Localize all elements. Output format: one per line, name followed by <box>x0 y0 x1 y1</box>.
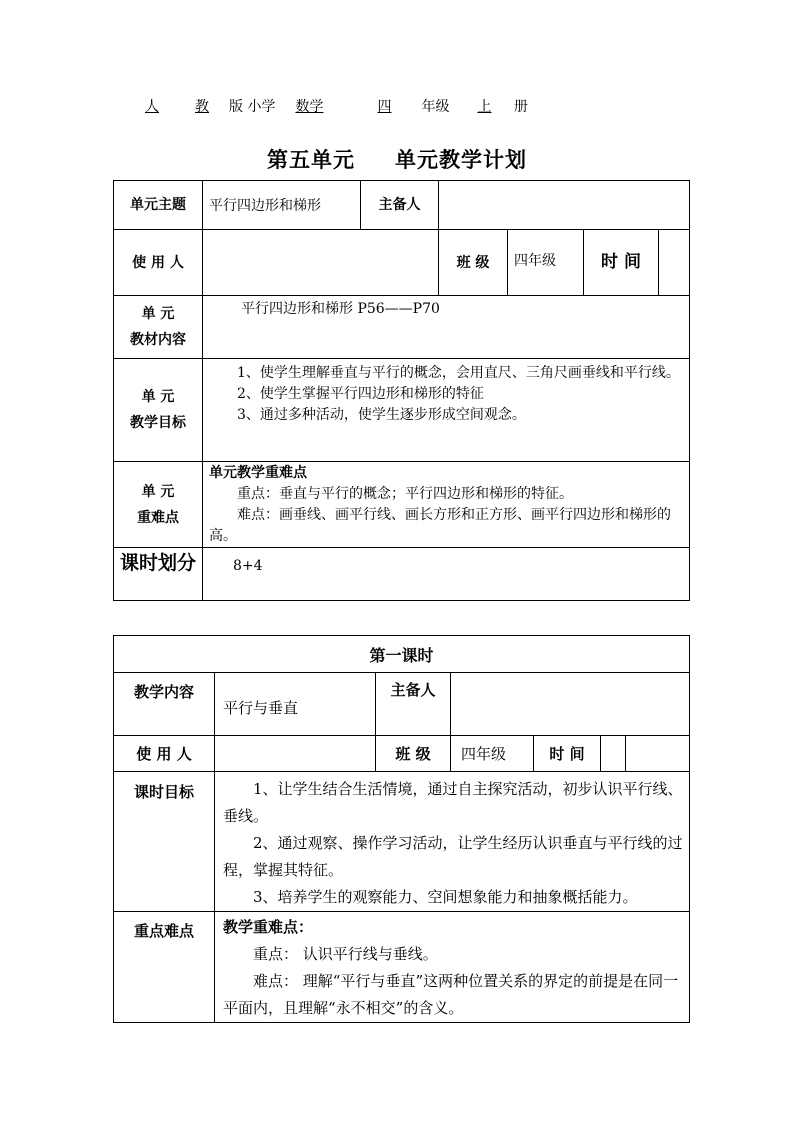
theme-label: 单元主题 <box>114 181 203 230</box>
content-label-1: 单 元 <box>141 306 175 322</box>
class-value: 四年级 <box>508 230 584 296</box>
lesson-goal-item: 2、通过观察、操作学习活动，让学生经历认识垂直与平行线的过程，掌握其特征。 <box>223 834 683 879</box>
lesson-keypoints-heading: 教学重难点： <box>223 918 314 936</box>
unit-plan-table <box>113 180 690 601</box>
header-school: 小学 <box>247 99 276 115</box>
hours-label: 课时划分 <box>114 548 203 601</box>
title-unit: 第五单元 <box>267 148 355 172</box>
lesson-user-label: 使 用 人 <box>114 736 215 772</box>
keypoints-label <box>114 462 203 548</box>
goal-item: 2、使学生掌握平行四边形和梯形的特征 <box>237 386 484 402</box>
lesson-keypoint-text: 重点： 认识平行线与垂线。 <box>253 945 438 963</box>
content-label-2: 教材内容 <box>130 332 186 348</box>
lesson-time-label: 时 间 <box>534 736 601 772</box>
preparer-value <box>439 181 690 230</box>
lesson-preparer-label: 主备人 <box>376 673 451 736</box>
goal-item: 1、使学生理解垂直与平行的概念，会用直尺、三角尺画垂线和平行线。 <box>237 365 680 381</box>
time-label: 时 间 <box>584 230 659 295</box>
page-title <box>0 144 794 174</box>
header-volume: 上 <box>477 99 492 115</box>
goals-label-2: 教学目标 <box>130 415 186 431</box>
lesson-goals-label: 课时目标 <box>114 772 215 912</box>
lesson-user-value <box>215 736 376 772</box>
lesson-difficulty-text: 难点： 理解“平行与垂直”这两种位置关系的界定的前提是在同一平面内，且理解“永不相交”的含义。 <box>223 972 679 1017</box>
header-publisher: 人 <box>145 99 159 115</box>
lesson-preparer-value <box>451 673 690 736</box>
lesson-content-label: 教学内容 <box>114 673 215 736</box>
lesson-content-value: 平行与垂直 <box>215 673 376 736</box>
hours-value <box>203 548 690 601</box>
hours-value-text: 8+4 <box>233 558 263 574</box>
goals-value <box>203 359 690 462</box>
content-value <box>203 296 690 359</box>
document-header <box>145 96 528 116</box>
user-value <box>203 230 439 296</box>
header-subject: 数学 <box>295 99 324 115</box>
header-grade: 四 <box>377 99 392 115</box>
user-label: 使 用 人 <box>114 230 203 296</box>
keypoints-label-2: 重难点 <box>137 509 179 526</box>
lesson-goal-item: 3、培养学生的观察能力、空间想象能力和抽象概括能力。 <box>253 888 638 906</box>
lesson-keypoints-label: 重点难点 <box>114 912 215 1023</box>
header-jiao: 教 <box>195 99 209 115</box>
keypoint-text: 重点：垂直与平行的概念；平行四边形和梯形的特征。 <box>237 486 573 502</box>
lesson1-title: 第一课时 <box>114 636 690 673</box>
preparer-label: 主备人 <box>361 181 439 230</box>
content-label <box>114 296 203 359</box>
keypoints-label-1: 单 元 <box>141 483 175 500</box>
content-value-text: 平行四边形和梯形 P56——P70 <box>241 301 440 317</box>
lesson-keypoints-value <box>215 912 690 1023</box>
goal-item: 3、通过多种活动，使学生逐步形成空间观念。 <box>237 407 526 423</box>
header-ce: 册 <box>513 99 528 115</box>
header-ban: 版 <box>229 99 243 115</box>
lesson1-table <box>113 635 690 1023</box>
keypoints-value <box>203 462 690 548</box>
lesson-class-label: 班 级 <box>376 736 451 772</box>
header-grade-word: 年级 <box>421 99 450 115</box>
keypoints-heading: 单元教学重难点 <box>209 465 307 481</box>
time-cell <box>584 230 690 296</box>
goals-label <box>114 359 203 462</box>
title-plan: 单元教学计划 <box>395 148 527 172</box>
lesson-class-value: 四年级 <box>451 736 534 772</box>
class-label: 班 级 <box>439 230 508 296</box>
theme-value: 平行四边形和梯形 <box>203 181 361 230</box>
lesson-goal-item: 1、让学生结合生活情境，通过自主探究活动，初步认识平行线、垂线。 <box>223 780 683 825</box>
lesson-time-value <box>601 736 690 772</box>
difficulty-text: 难点：画垂线、画平行线、画长方形和正方形、画平行四边形和梯形的高。 <box>209 507 671 544</box>
goals-label-1: 单 元 <box>141 389 175 405</box>
lesson-goals-value <box>215 772 690 912</box>
